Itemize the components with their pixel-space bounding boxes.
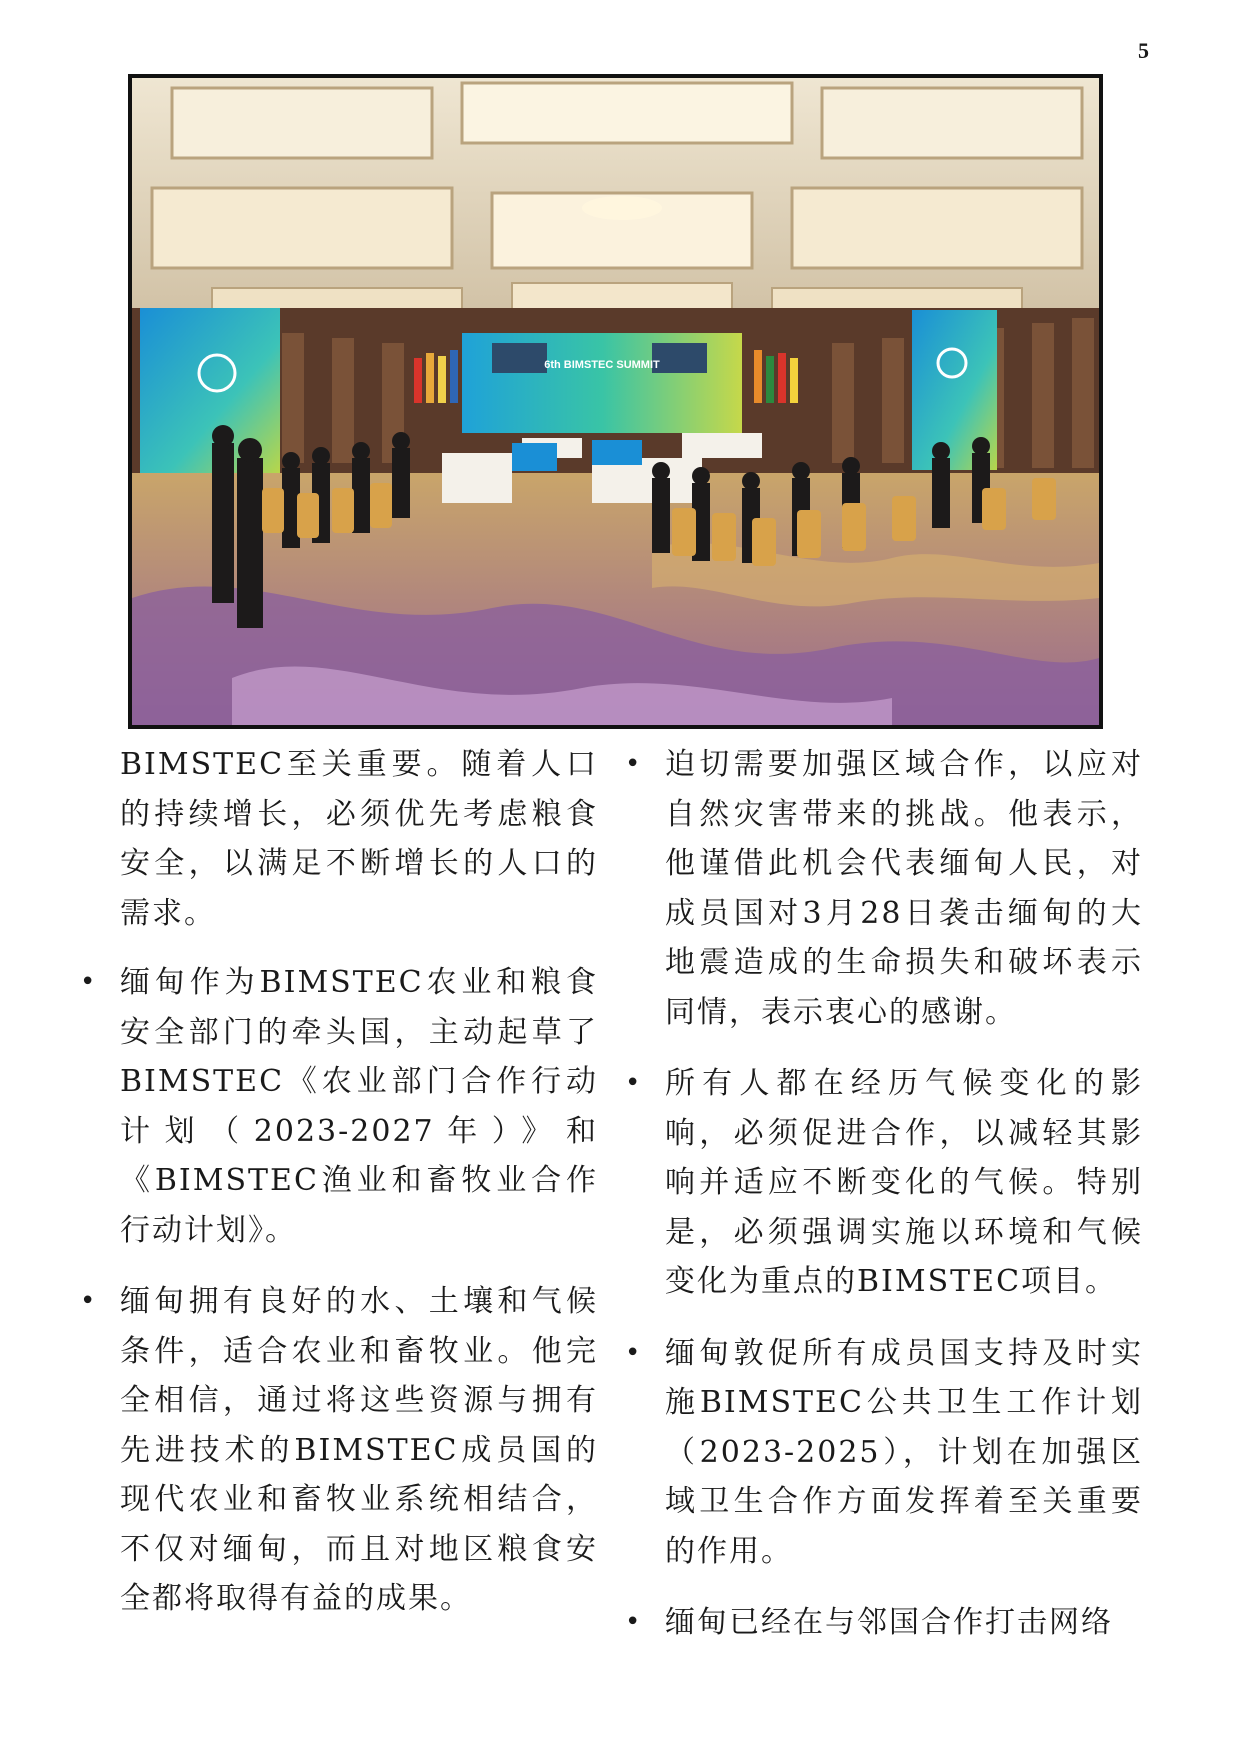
left-bullet-text: 缅甸拥有良好的水、土壤和气候条件，适合农业和畜牧业。他完全相信，通过将这些资源与拥有先进技术的BIMSTEC成员国的现代农业和畜牧业系统相结合，不仅对缅甸，而且对地区粮食安全都将取得有益的成果。 xyxy=(120,1284,598,1616)
stage-banner-title: 6th BIMSTEC SUMMIT xyxy=(544,359,660,371)
left-column xyxy=(80,740,598,1646)
right-bullet-item xyxy=(625,1059,1143,1307)
right-column xyxy=(625,740,1143,1670)
right-bullet-item xyxy=(625,1598,1143,1648)
right-bullet-text: 所有人都在经历气候变化的影响，必须促进合作，以减轻其影响并适应不断变化的气候。特别是，必须强调实施以环境和气候变化为重点的BIMSTEC项目。 xyxy=(665,1066,1143,1299)
left-bullet-item xyxy=(80,958,598,1255)
summit-hall-illustration xyxy=(132,78,1099,725)
right-bullet-text: 迫切需要加强区域合作，以应对自然灾害带来的挑战。他表示，他谨借此机会代表缅甸人民，对成员国对3月28日袭击缅甸的大地震造成的生命损失和破坏表示同情，表示衷心的感谢。 xyxy=(665,747,1143,1030)
bullet-dot: • xyxy=(80,967,98,997)
bullet-dot: • xyxy=(625,1337,643,1368)
right-bullet-item xyxy=(625,1329,1143,1577)
bullet-dot: • xyxy=(625,1607,643,1637)
left-bullet-item xyxy=(80,1277,598,1624)
right-bullet-item xyxy=(625,740,1143,1037)
left-bullet-text: 缅甸作为BIMSTEC农业和粮食安全部门的牵头国，主动起草了BIMSTEC《农业部门合作行动计划（2023-2027年）》和《BIMSTEC渔业和畜牧业合作行动计划》。 xyxy=(120,965,598,1248)
left-lead-paragraph: BIMSTEC至关重要。随着人口的持续增长，必须优先考虑粮食安全，以满足不断增长的人口的需求。 xyxy=(120,747,598,931)
bullet-dot: • xyxy=(625,1068,643,1098)
bullet-dot: • xyxy=(80,1286,98,1316)
right-bullet-text: 缅甸已经在与邻国合作打击网络 xyxy=(665,1605,1113,1640)
bullet-dot: • xyxy=(625,749,643,779)
summit-hall-photo xyxy=(128,74,1103,729)
page-number: 5 xyxy=(1138,38,1149,63)
right-bullet-text: 缅甸敦促所有成员国支持及时实施BIMSTEC公共卫生工作计划（2023-2025），计划在加强区域卫生合作方面发挥着至关重要的作用。 xyxy=(665,1335,1143,1569)
